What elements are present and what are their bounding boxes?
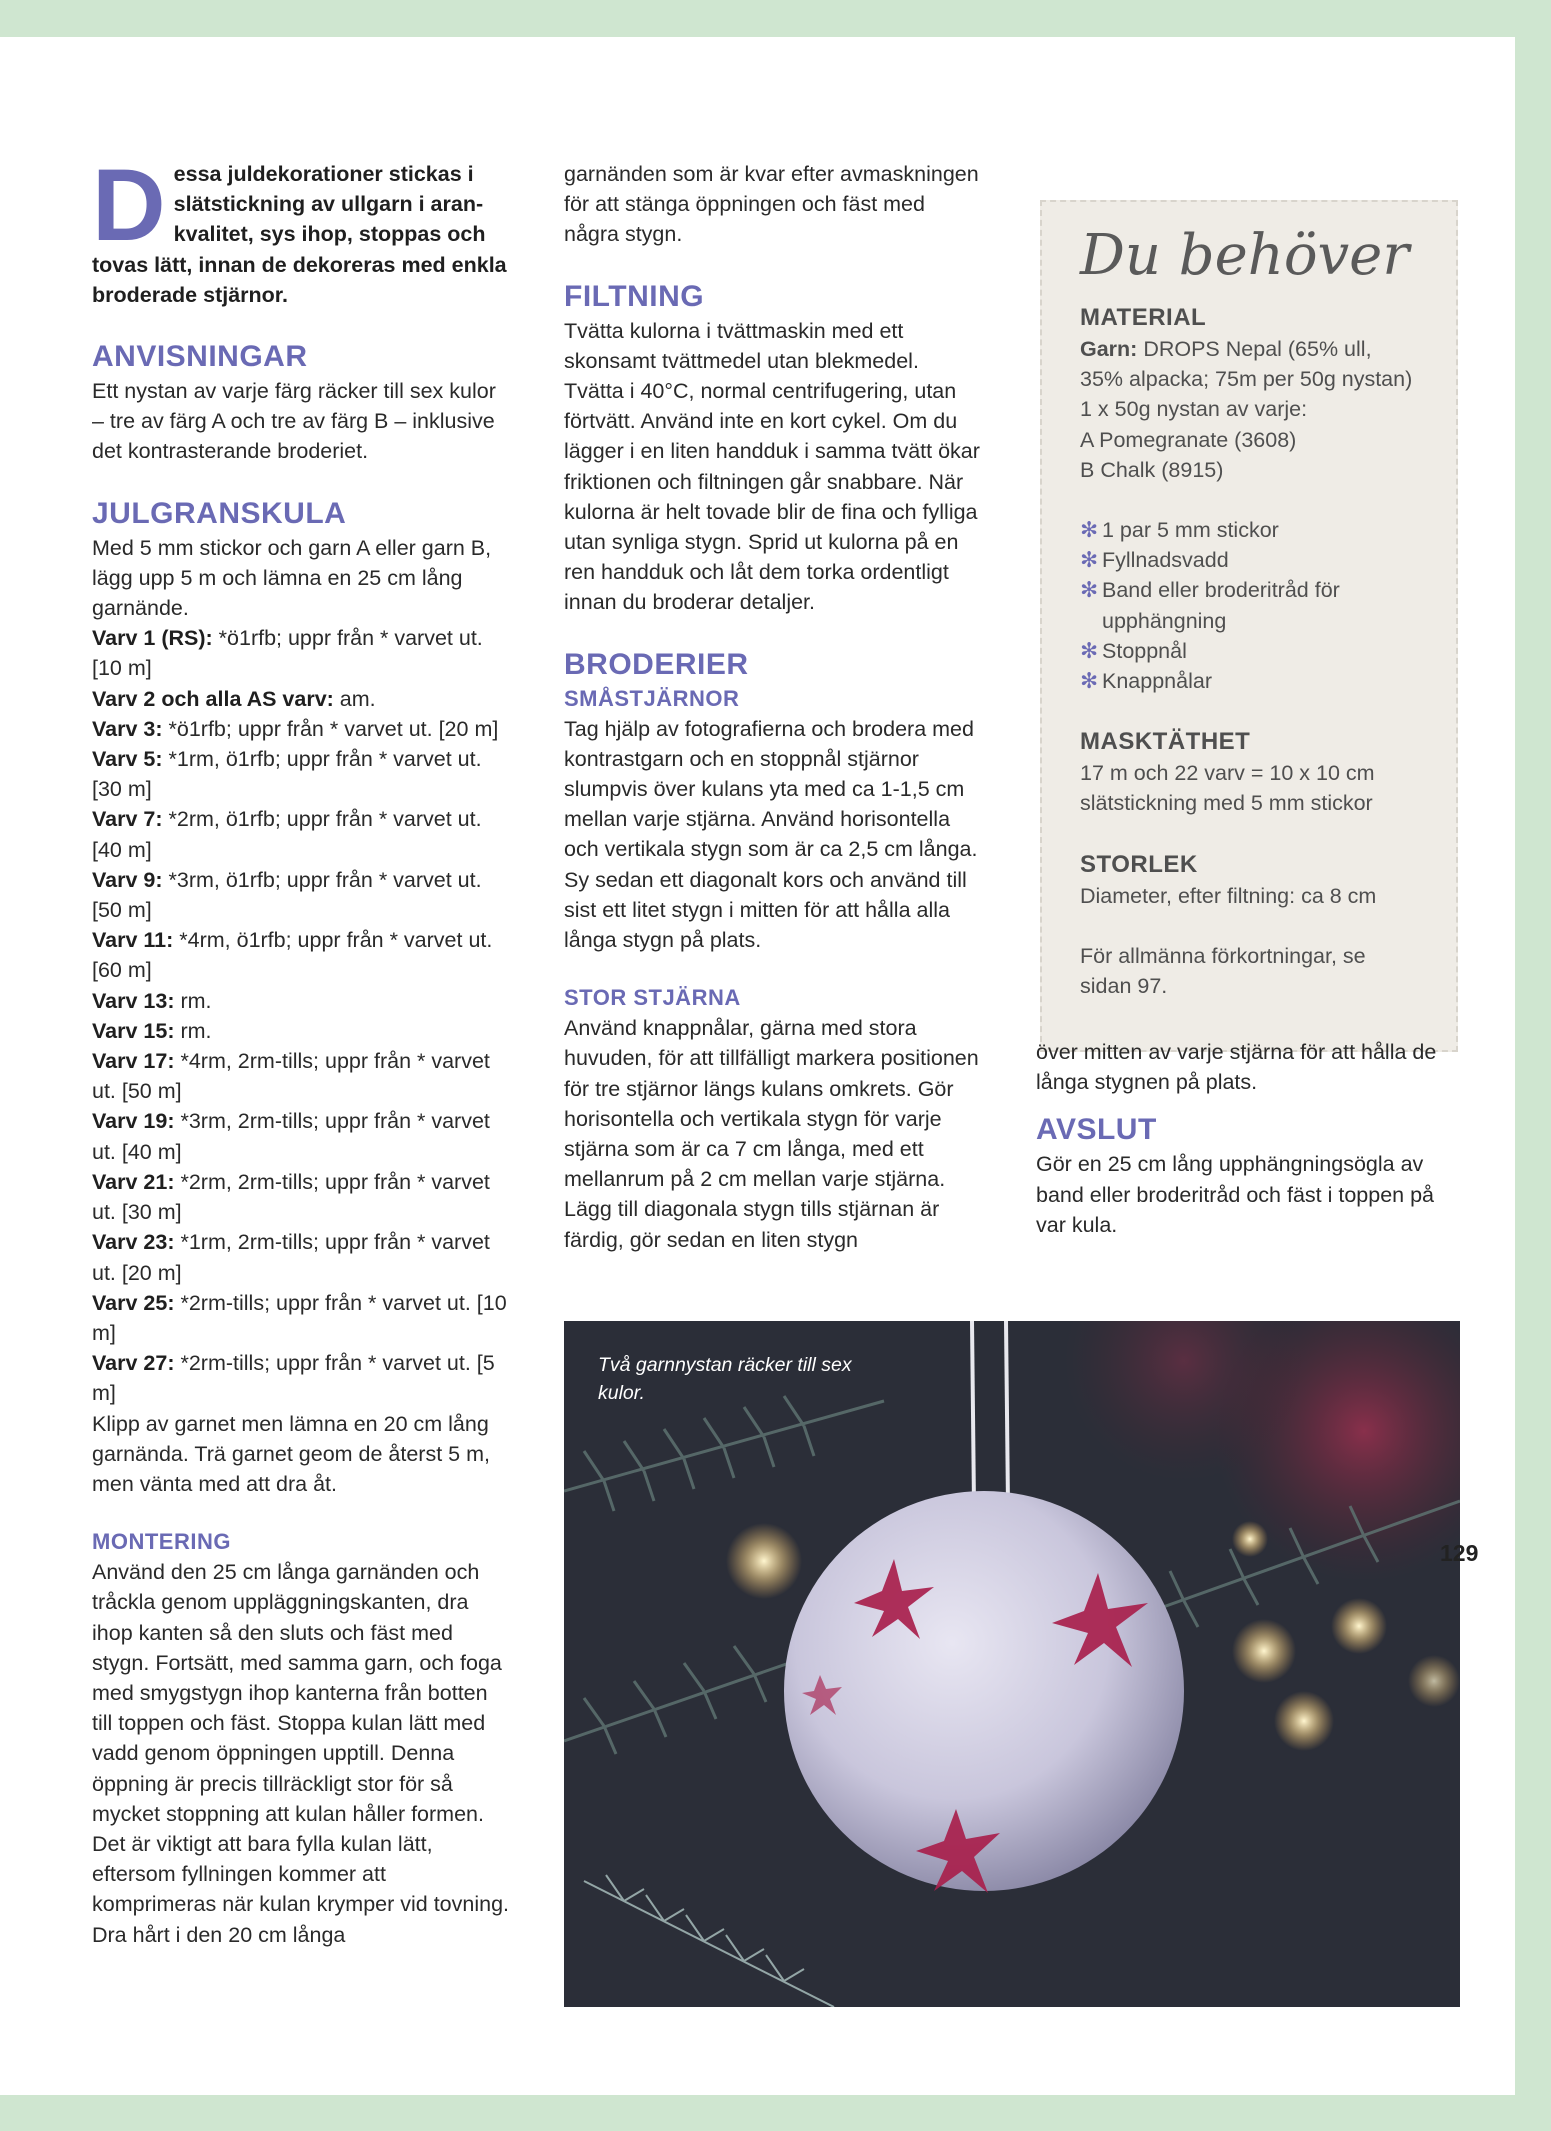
row-instruction xyxy=(92,1227,512,1287)
heading-julgranskula: JULGRANSKULA xyxy=(92,496,347,530)
row-label: Varv 17: xyxy=(92,1049,175,1074)
box-title: Du behöver xyxy=(1080,223,1410,288)
asterisk-bullet-icon: ✻ xyxy=(1080,669,1099,694)
row-instructions xyxy=(92,623,512,1408)
row-instruction xyxy=(92,1106,512,1166)
row-label: Varv 2 och alla AS varv: xyxy=(92,686,334,711)
row-label: Varv 11: xyxy=(92,928,174,953)
size-text: Diameter, efter filtning: ca 8 cm xyxy=(1080,883,1377,908)
tools-list-text: Stoppnål xyxy=(1102,638,1187,663)
avslut-text: Gör en 25 cm lång upphängningsögla av band eller broderitråd och fäst i toppen på var kula. xyxy=(1036,1152,1435,1237)
tools-list-text: Band eller broderitråd för upphängning xyxy=(1102,578,1340,633)
row-label: Varv 23: xyxy=(92,1230,175,1255)
heading-montering: MONTERING xyxy=(92,1529,231,1555)
color-a: A Pomegranate (3608) xyxy=(1080,427,1297,452)
intro-text: essa juldekorationer stickas i slätstickning av ullgarn i aran-kvalitet, sys ihop, stoppas och tovas lätt, innan de dekoreras med enkla broderade stjärnor. xyxy=(92,162,507,307)
tools-list-text: Fyllnadsvadd xyxy=(1102,548,1229,573)
page xyxy=(0,37,1515,2095)
abbreviations-note: För allmänna förkortningar, se sidan 97. xyxy=(1080,943,1366,999)
row-instruction xyxy=(92,986,512,1016)
row-label: Varv 13: xyxy=(92,988,175,1013)
photo-caption: Två garnnystan räcker till sex kulor. xyxy=(598,1354,852,1404)
row-text: rm. xyxy=(174,1018,212,1043)
stor-stjarna-text: Använd knappnålar, gärna med stora huvuden, för att tillfälligt markera positionen för tre stjärnor längs kulans omkrets. Gör horisontella och vertikala stygn för varje stjärna som är ca 7 cm långa, med ett mellanrum på 2 cm mellan varje stjärna. Lägg till diagonala stygn tills stjärnan är färdig, gör sedan en liten stygn xyxy=(564,1016,979,1252)
row-text: *2rm, 2rm-tills; uppr från * varvet ut. [30 m] xyxy=(92,1169,490,1225)
size-heading: STORLEK xyxy=(1080,850,1198,878)
gauge-heading: MASKTÄTHET xyxy=(1080,728,1251,756)
row-label: Varv 7: xyxy=(92,807,163,832)
row-label: Varv 3: xyxy=(92,716,163,741)
tools-list-item xyxy=(1080,636,1420,666)
heading-avslut: AVSLUT xyxy=(1036,1113,1157,1147)
row-text: *3rm, 2rm-tills; uppr från * varvet ut. [40 m] xyxy=(92,1109,490,1164)
row-instruction xyxy=(92,684,512,714)
row-text: *1rm, 2rm-tills; uppr från * varvet ut. [20 m] xyxy=(92,1230,490,1285)
asterisk-bullet-icon: ✻ xyxy=(1080,518,1099,543)
ornament-illustration xyxy=(564,1321,1460,2007)
garn-text xyxy=(1080,334,1420,425)
asterisk-bullet-icon: ✻ xyxy=(1080,578,1099,603)
intro-paragraph xyxy=(92,148,512,310)
asterisk-bullet-icon: ✻ xyxy=(1080,638,1099,663)
row-label: Varv 19: xyxy=(92,1109,175,1134)
tools-list xyxy=(1080,515,1420,696)
row-instruction xyxy=(92,1046,512,1106)
row-label: Varv 21: xyxy=(92,1169,175,1194)
row-label: Varv 25: xyxy=(92,1290,175,1315)
subheading-stor-stjarna: STOR STJÄRNA xyxy=(564,985,741,1011)
row-text: *ö1rfb; uppr från * varvet ut. [20 m] xyxy=(162,716,499,741)
row-text: am. xyxy=(333,686,376,711)
row-text: *ö1rfb; uppr från * varvet ut. [10 m] xyxy=(92,626,483,681)
smastjarnor-text: Tag hjälp av fotografierna och brodera med kontrastgarn och en stoppnål stjärnor slumpvis över kulans yta med ca 1-1,5 cm mellan varje stjärna. Använd horisontella och vertikala stygn som är ca 2,5 cm långa. Sy sedan ett diagonalt kors och använd till sist ett litet stygn i mitten för att hålla alla långa stygn på plats. xyxy=(564,716,978,953)
row-label: Varv 9: xyxy=(92,867,163,892)
heading-anvisningar: ANVISNINGAR xyxy=(92,340,308,374)
julgranskula-outro: Klipp av garnet men lämna en 20 cm lång garnända. Trä garnet geom de återst 5 m, men vänta med att dra åt. xyxy=(92,1411,490,1496)
row-instruction xyxy=(92,623,512,683)
montering-continuation: garnänden som är kvar efter avmaskningen för att stänga öppningen och fäst med några stygn. xyxy=(564,162,979,247)
julgranskula-intro: Med 5 mm stickor och garn A eller garn B, lägg upp 5 m och lämna en 25 cm lång garnände. xyxy=(92,535,492,621)
row-label: Varv 27: xyxy=(92,1351,175,1376)
heading-broderier: BRODERIER xyxy=(564,647,749,681)
garn-label: Garn: xyxy=(1080,337,1138,361)
page-number: 129 xyxy=(1440,1540,1479,1566)
tools-list-item xyxy=(1080,575,1420,635)
row-text: *4rm, ö1rfb; uppr från * varvet ut. [60 m] xyxy=(92,928,493,983)
row-instruction xyxy=(92,714,512,744)
material-heading: MATERIAL xyxy=(1080,304,1207,331)
tools-list-text: Knappnålar xyxy=(1102,669,1212,694)
subheading-smastjarnor: SMÅSTJÄRNOR xyxy=(564,685,740,711)
column-middle xyxy=(564,159,984,1255)
drop-cap: D xyxy=(92,148,166,262)
filtning-text: Tvätta kulorna i tvättmaskin med ett skonsamt tvättmedel utan blekmedel. Tvätta i 40°C, normal centrifugering, utan förtvätt. Använd inte en kort cykel. Om du lägger i en liten handduk i samma tvätt ökar friktionen och filtningen går snabbare. När kulorna är helt tovade blir de fina och fylliga utan synliga stygn. Sprid ut kulorna på en ren handduk och låt dem torka ordentligt innan du broderar detaljer. xyxy=(564,318,980,615)
row-instruction xyxy=(92,1348,512,1408)
tools-list-item xyxy=(1080,666,1420,696)
row-instruction xyxy=(92,1016,512,1046)
anvisningar-text: Ett nystan av varje färg räcker till sex kulor – tre av färg A och tre av färg B – inklusive det kontrasterande broderiet. xyxy=(92,379,496,464)
garn-description: DROPS Nepal (65% ull, 35% alpacka; 75m per 50g nystan) 1 x 50g nystan av varje: xyxy=(1080,337,1413,422)
asterisk-bullet-icon: ✻ xyxy=(1080,548,1099,573)
column-left xyxy=(92,148,512,1950)
gauge-text: 17 m och 22 varv = 10 x 10 cm slätstickning med 5 mm stickor xyxy=(1080,761,1375,816)
materials-box xyxy=(1040,200,1458,1052)
row-instruction xyxy=(92,744,512,804)
ornament-photo xyxy=(564,1321,1460,2007)
row-text: *3rm, ö1rfb; uppr från * varvet ut. [50 m] xyxy=(92,867,482,923)
row-text: *4rm, 2rm-tills; uppr från * varvet ut. [50 m] xyxy=(92,1049,490,1104)
row-text: rm. xyxy=(174,988,212,1013)
row-instruction xyxy=(92,1288,512,1348)
row-label: Varv 1 (RS): xyxy=(92,626,213,651)
row-text: *1rm, ö1rfb; uppr från * varvet ut. [30 m] xyxy=(92,747,482,802)
row-text: *2rm-tills; uppr från * varvet ut. [5 m] xyxy=(92,1351,495,1406)
tools-list-text: 1 par 5 mm stickor xyxy=(1102,518,1279,543)
stor-stjarna-continuation: över mitten av varje stjärna för att hålla de långa stygnen på plats. xyxy=(1036,1040,1437,1095)
tools-list-item xyxy=(1080,545,1420,575)
color-b: B Chalk (8915) xyxy=(1080,457,1224,482)
row-instruction xyxy=(92,1167,512,1227)
row-text: *2rm, ö1rfb; uppr från * varvet ut. [40 m] xyxy=(92,807,482,862)
row-instruction xyxy=(92,865,512,925)
heading-filtning: FILTNING xyxy=(564,279,705,313)
montering-text: Använd den 25 cm långa garnänden och tråckla genom uppläggningskanten, dra ihop kanten så den sluts och fäst med stygn. Fortsätt, med samma garn, och foga med smygstygn ihop kanterna från botten till toppen och fäst. Stoppa kulan lätt med vadd genom öppningen upptill. Denna öppning är precis tillräckligt stor för så mycket stoppning att kulan håller formen. Det är viktigt att bara fylla kulan lätt, eftersom fyllningen kommer att komprimeras när kulan krymper vid tovning. Dra hårt i den 20 cm långa xyxy=(92,1560,510,1947)
column-right xyxy=(1036,1037,1461,1240)
row-label: Varv 5: xyxy=(92,747,163,772)
row-label: Varv 15: xyxy=(92,1018,175,1043)
tools-list-item xyxy=(1080,515,1420,545)
row-instruction xyxy=(92,925,512,985)
row-text: *2rm-tills; uppr från * varvet ut. [10 m] xyxy=(92,1290,507,1345)
row-instruction xyxy=(92,804,512,864)
